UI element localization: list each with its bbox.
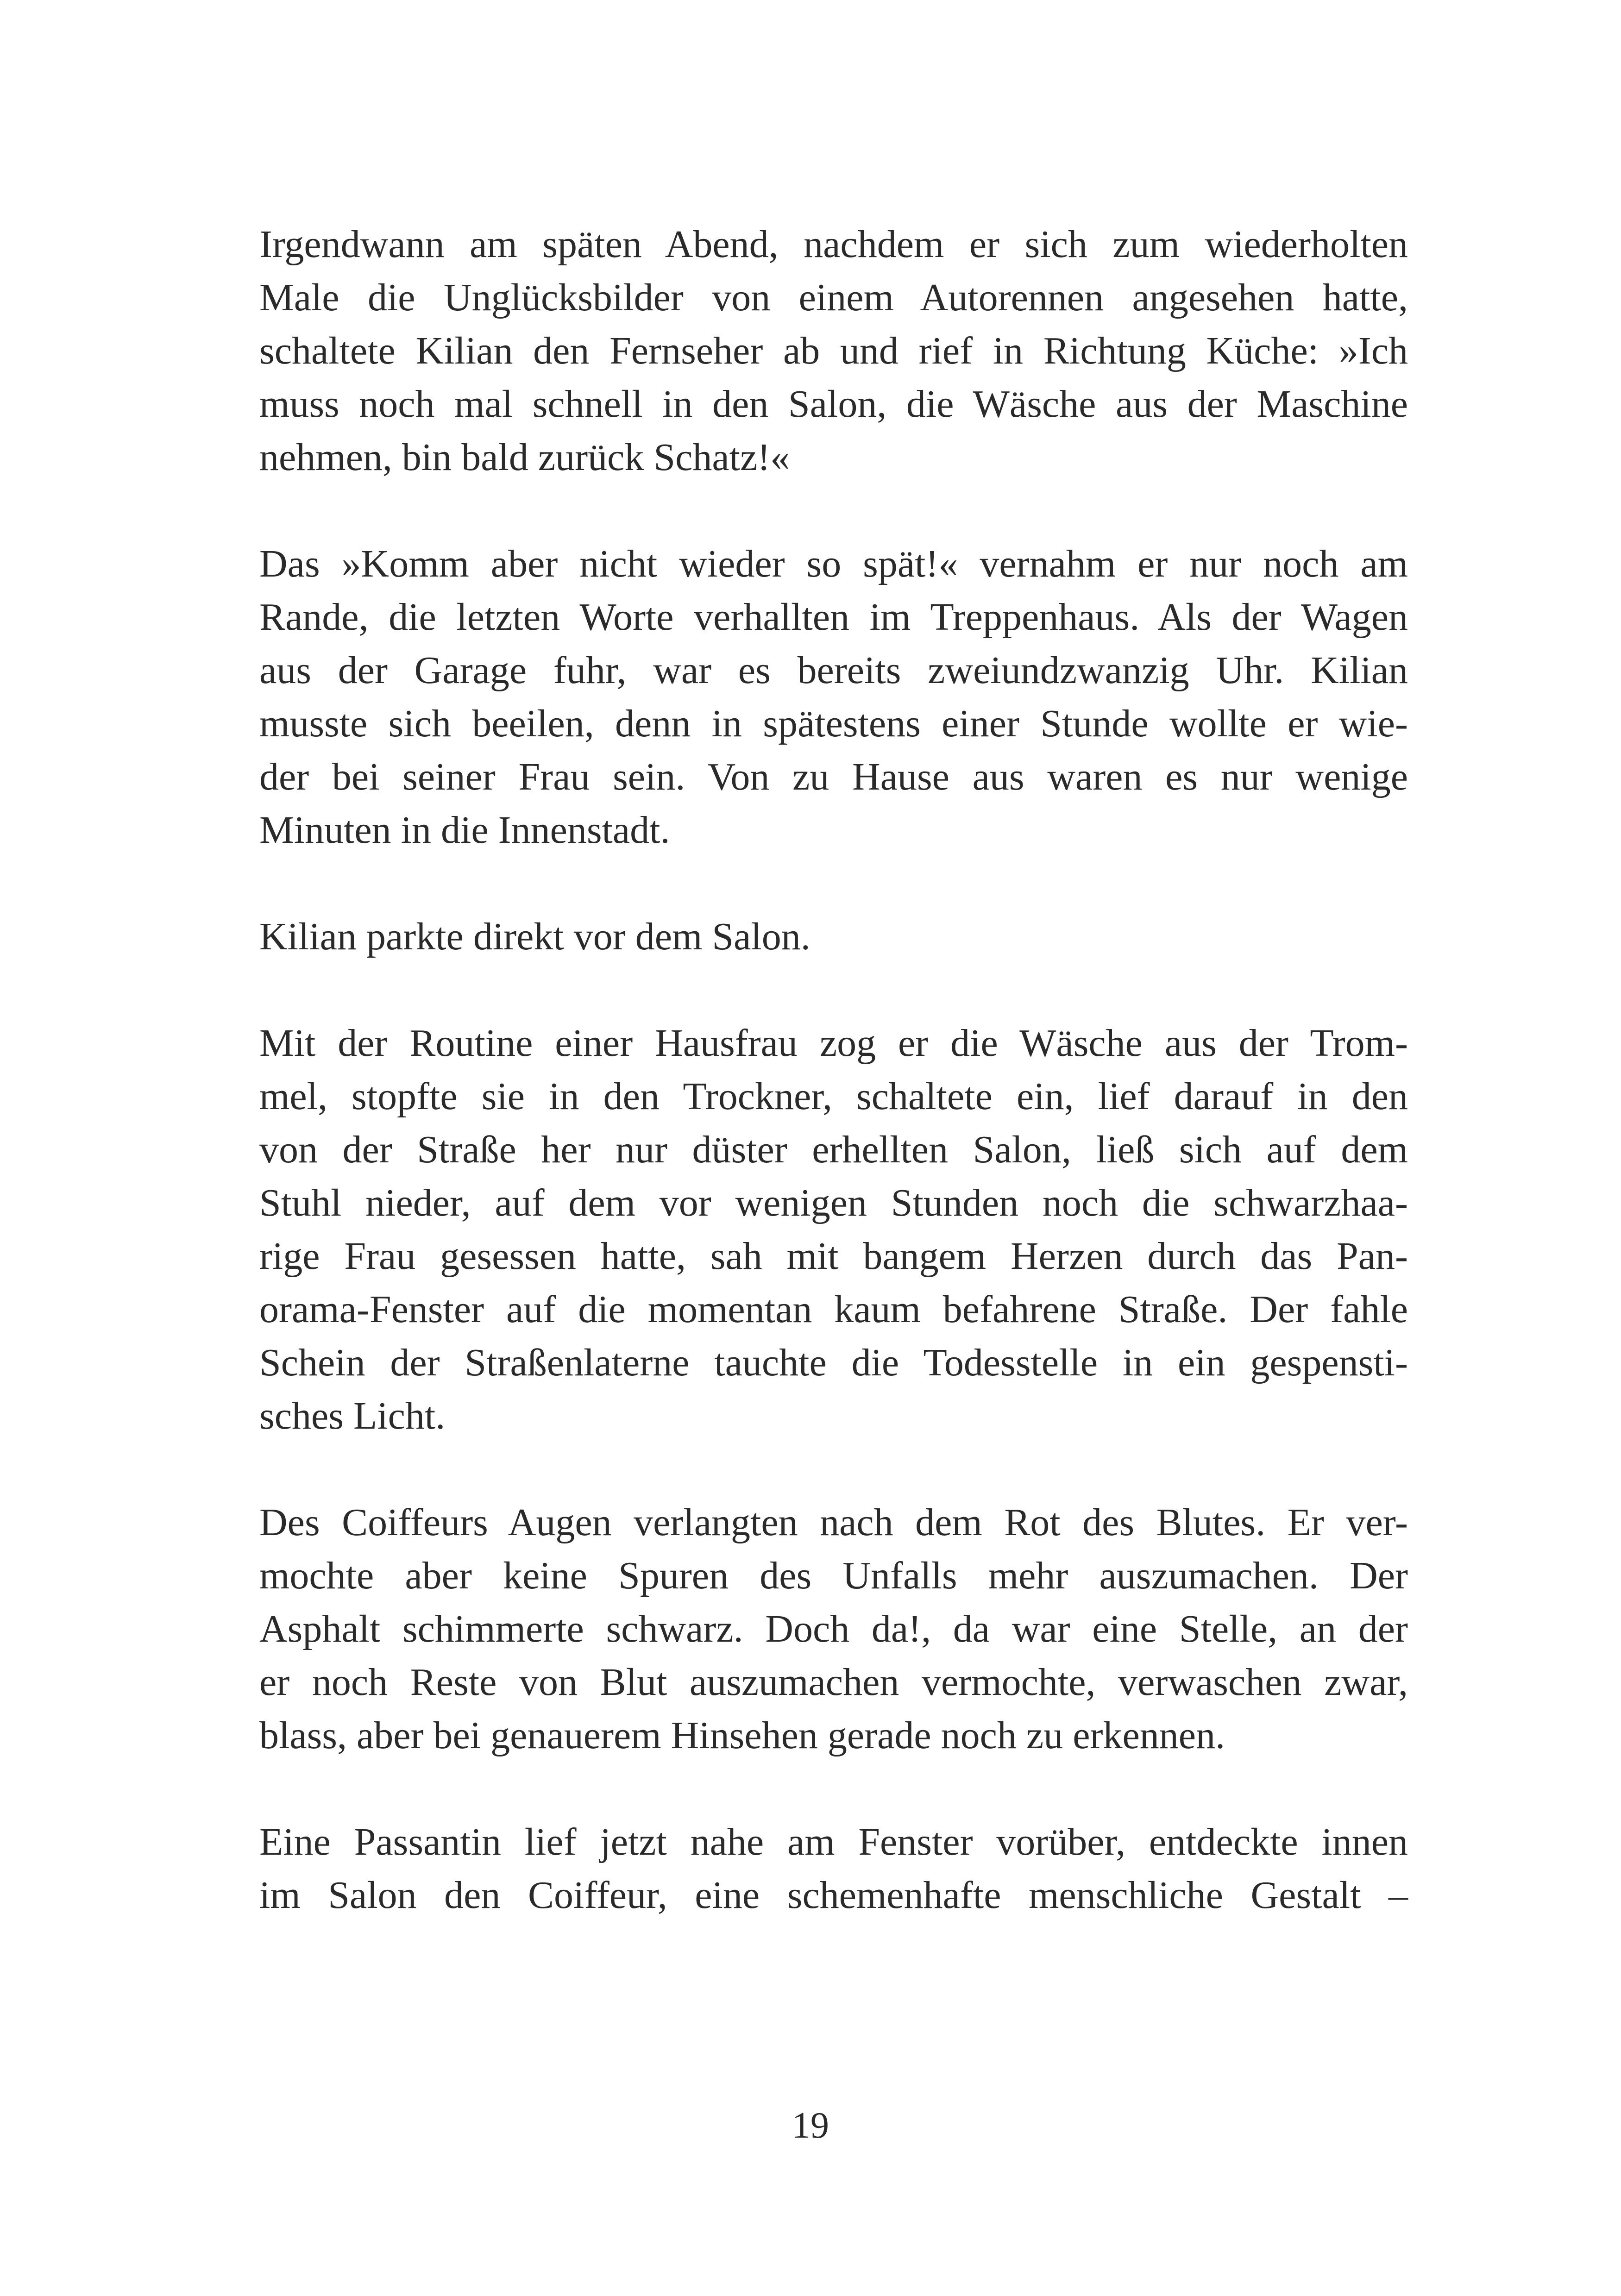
text-line: muss noch mal schnell in den Salon, die Wäsche aus der Maschine (259, 383, 1408, 426)
body-text (259, 218, 1408, 1975)
text-line: Mit der Routine einer Hausfrau zog er die Wäsche aus der Trom- (259, 1022, 1408, 1065)
text-line: Kilian parkte direkt vor dem Salon. (259, 915, 810, 958)
text-line: sches Licht. (259, 1394, 446, 1437)
text-line: orama-Fenster auf die momentan kaum befahrene Straße. Der fahle (259, 1288, 1408, 1331)
text-line: Male die Unglücksbilder von einem Autorennen angesehen hatte, (259, 276, 1408, 319)
paragraph (259, 1815, 1408, 1922)
paragraph (259, 537, 1408, 857)
text-line: Minuten in die Innenstadt. (259, 809, 670, 852)
text-line: der bei seiner Frau sein. Von zu Hause aus waren es nur wenige (259, 755, 1408, 798)
paragraph (259, 1016, 1408, 1443)
text-line: Rande, die letzten Worte verhallten im Treppenhaus. Als der Wagen (259, 596, 1408, 639)
text-line: schaltete Kilian den Fernseher ab und rief in Richtung Küche: »Ich (259, 329, 1408, 372)
text-line: Des Coiffeurs Augen verlangten nach dem Rot des Blutes. Er ver- (259, 1501, 1408, 1544)
paragraph (259, 218, 1408, 484)
text-line: Eine Passantin lief jetzt nahe am Fenster vorüber, entdeckte innen (259, 1820, 1408, 1863)
text-line: von der Straße her nur düster erhellten Salon, ließ sich auf dem (259, 1128, 1408, 1171)
text-line: blass, aber bei genauerem Hinsehen gerade noch zu erkennen. (259, 1714, 1225, 1757)
paragraph (259, 910, 1408, 963)
text-line: mochte aber keine Spuren des Unfalls mehr auszumachen. Der (259, 1554, 1408, 1597)
paragraph (259, 1496, 1408, 1762)
text-line: Das »Komm aber nicht wieder so spät!« vernahm er nur noch am (259, 542, 1408, 585)
page-number: 19 (792, 2105, 829, 2146)
text-line: mel, stopfte sie in den Trockner, schaltete ein, lief darauf in den (259, 1075, 1408, 1118)
text-line: Irgendwann am späten Abend, nachdem er sich zum wiederholten (259, 223, 1408, 266)
text-line: im Salon den Coiffeur, eine schemenhafte menschliche Gestalt – (259, 1874, 1408, 1917)
text-line: rige Frau gesessen hatte, sah mit bangem Herzen durch das Pan- (259, 1235, 1408, 1278)
text-line: nehmen, bin bald zurück Schatz!« (259, 436, 790, 479)
text-line: musste sich beeilen, denn in spätestens einer Stunde wollte er wie- (259, 702, 1408, 745)
text-line: Stuhl nieder, auf dem vor wenigen Stunden noch die schwarzhaa- (259, 1181, 1408, 1224)
text-line: Asphalt schimmerte schwarz. Doch da!, da war eine Stelle, an der (259, 1607, 1408, 1650)
text-line: aus der Garage fuhr, war es bereits zweiundzwanzig Uhr. Kilian (259, 649, 1408, 692)
text-line: Schein der Straßenlaterne tauchte die Todesstelle in ein gespensti- (259, 1341, 1408, 1384)
text-line: er noch Reste von Blut auszumachen vermochte, verwaschen zwar, (259, 1661, 1408, 1704)
